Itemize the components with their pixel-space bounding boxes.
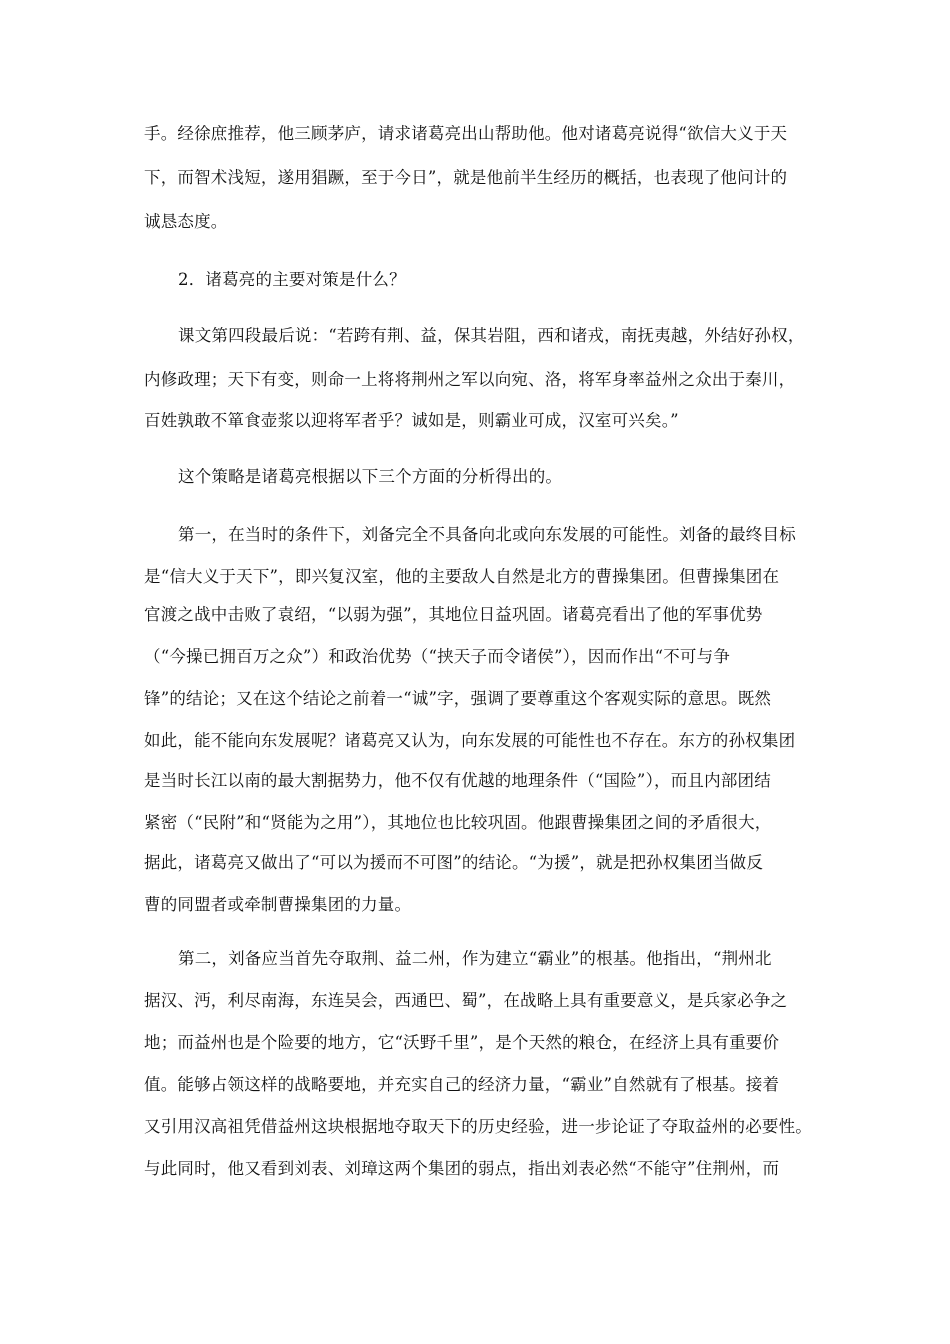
text-line: 据汉、沔，利尽南海，东连吴会，西通巴、蜀”，在战略上具有重要意义，是兵家必争之	[144, 991, 788, 1010]
text-line: 百姓孰敢不箪食壶浆以迎将军者乎？诚如是，则霸业可成，汉室可兴矣。”	[144, 411, 679, 430]
text-line: 内修政理；天下有变，则命一上将将荆州之军以向宛、洛，将军身率益州之众出于秦川，	[144, 370, 796, 389]
text-line: 课文第四段最后说：“若跨有荆、益，保其岩阻，西和诸戎，南抚夷越，外结好孙权，	[178, 326, 805, 345]
text-line: 值。能够占领这样的战略要地，并充实自己的经济力量，“霸业”自然就有了根基。接着	[144, 1075, 780, 1094]
text-line: 官渡之战中击败了袁绍，“以弱为强”，其地位日益巩固。诸葛亮看出了他的军事优势	[144, 605, 763, 624]
text-line: 诚恳态度。	[144, 212, 228, 231]
text-line: 这个策略是诸葛亮根据以下三个方面的分析得出的。	[178, 467, 563, 486]
text-line: 曹的同盟者或牵制曹操集团的力量。	[144, 895, 412, 914]
text-line: 下，而智术浅短，遂用猖蹶，至于今日”，就是他前半生经历的概括，也表现了他问计的	[144, 168, 788, 187]
text-line: 是“信大义于天下”，即兴复汉室，他的主要敌人自然是北方的曹操集团。但曹操集团在	[144, 567, 780, 586]
question-heading: 2．诸葛亮的主要对策是什么？	[178, 270, 406, 289]
text-line: 手。经徐庶推荐，他三顾茅庐，请求诸葛亮出山帮助他。他对诸葛亮说得“欲信大义于天	[144, 124, 788, 143]
text-line: 与此同时，他又看到刘表、刘璋这两个集团的弱点，指出刘表必然“不能守”住荆州，而	[144, 1159, 780, 1178]
text-line: 是当时长江以南的最大割据势力，他不仅有优越的地理条件（“国险”），而且内部团结	[144, 771, 771, 790]
text-line: 第一，在当时的条件下，刘备完全不具备向北或向东发展的可能性。刘备的最终目标	[178, 525, 796, 544]
text-line: 第二，刘备应当首先夺取荆、益二州，作为建立“霸业”的根基。他指出，“荆州北	[178, 949, 772, 968]
text-line: 如此，能不能向东发展呢？诸葛亮又认为，向东发展的可能性也不存在。东方的孙权集团	[144, 731, 796, 750]
text-line: 又引用汉高祖凭借益州这块根据地夺取天下的历史经验，进一步论证了夺取益州的必要性。	[144, 1117, 812, 1136]
text-line: 紧密（“民附”和“贤能为之用”），其地位也比较巩固。他跟曹操集团之间的矛盾很大，	[144, 813, 772, 832]
text-line: （“今操已拥百万之众”）和政治优势（“挟天子而令诸侯”），因而作出“不可与争	[144, 647, 731, 666]
text-line: 地；而益州也是个险要的地方，它“沃野千里”，是个天然的粮仓，在经济上具有重要价	[144, 1033, 780, 1052]
text-line: 锋”的结论；又在这个结论之前着一“诚”字，强调了要尊重这个客观实际的意思。既然	[144, 689, 772, 708]
text-line: 据此，诸葛亮又做出了“可以为援而不可图”的结论。“为援”，就是把孙权集团当做反	[144, 853, 764, 872]
